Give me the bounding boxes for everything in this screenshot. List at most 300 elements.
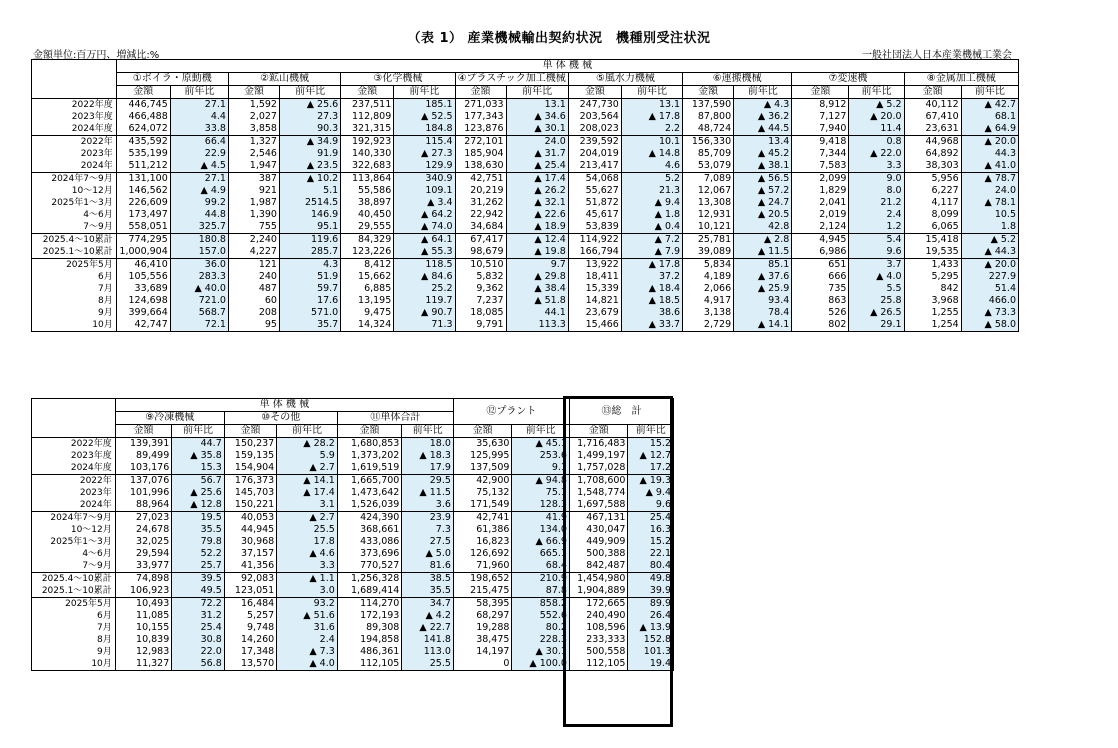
ratio-cell: ▲ 78.7 [961, 173, 1018, 186]
amount-cell: 1,697,588 [569, 499, 628, 512]
amount-cell: 89,499 [115, 450, 172, 462]
ratio-header: 前年比 [734, 86, 792, 99]
amount-cell: 105,556 [116, 271, 170, 283]
amount-cell: 2,124 [792, 221, 849, 234]
ratio-cell: 18.0 [402, 438, 454, 451]
row-label: 9月 [32, 307, 117, 319]
ratio-cell: 5.2 [621, 173, 682, 186]
category-header: ②鉱山機械 [228, 73, 340, 86]
amount-cell: 3,138 [683, 307, 734, 319]
amount-header: 金額 [455, 86, 506, 99]
table-row [32, 536, 674, 548]
amount-cell: 9,791 [455, 319, 506, 332]
amount-cell: 42,747 [116, 319, 170, 332]
unit-note: 金額単位:百万円、増減比:% [33, 50, 160, 61]
ratio-cell: 31.6 [277, 622, 338, 634]
amount-cell: 42,751 [455, 173, 506, 186]
amount-cell: 240,490 [569, 610, 628, 622]
row-label: 2025年5月 [32, 259, 117, 272]
ratio-cell: 68.1 [961, 111, 1018, 123]
ratio-cell: 41.9 [512, 512, 570, 525]
amount-cell: 192,923 [341, 136, 394, 149]
amount-cell: 770,527 [337, 560, 402, 573]
ratio-cell: 79.8 [172, 536, 224, 548]
amount-cell: 140,330 [341, 148, 394, 160]
ratio-cell: 75.1 [512, 487, 570, 499]
amount-header: 金額 [683, 86, 734, 99]
amount-cell: 215,475 [453, 585, 512, 598]
amount-cell: 1,987 [228, 197, 279, 209]
ratio-header: 前年比 [277, 425, 338, 438]
category-header: ④プラスチック加工機械 [455, 73, 568, 86]
amount-cell: 387 [228, 173, 279, 186]
amount-cell: 2,041 [792, 197, 849, 209]
row-label: 2024年 [32, 499, 116, 512]
ratio-cell: 42.8 [734, 221, 792, 234]
ratio-cell: 49.8 [628, 573, 674, 586]
row-label: 2024年7～9月 [32, 173, 117, 186]
ratio-cell: ▲ 27.3 [394, 148, 455, 160]
table-row [32, 585, 674, 598]
table-row [32, 462, 674, 475]
ratio-cell: 3.3 [277, 560, 338, 573]
ratio-cell: 113.0 [402, 646, 454, 658]
amount-cell: 150,221 [224, 499, 276, 512]
ratio-cell: 72.1 [170, 319, 228, 332]
amount-cell: 208,023 [568, 123, 621, 136]
ratio-cell: 68.4 [512, 560, 570, 573]
amount-cell: 123,876 [455, 123, 506, 136]
ratio-cell: 9.0 [849, 173, 904, 186]
ratio-cell: ▲ 5.0 [402, 548, 454, 560]
amount-cell: 5,295 [904, 271, 961, 283]
amount-cell: 624,072 [116, 123, 170, 136]
ratio-cell: ▲ 56.5 [734, 173, 792, 186]
row-label: 4～6月 [32, 548, 116, 560]
category-header: ⑪単体合計 [337, 412, 453, 425]
ratio-cell: ▲ 25.9 [734, 283, 792, 295]
amount-cell: 33,977 [115, 560, 172, 573]
ratio-cell: ▲ 41.0 [961, 160, 1018, 173]
amount-cell: 368,661 [337, 524, 402, 536]
ratio-cell: ▲ 40.0 [170, 283, 228, 295]
amount-cell: 1,000,904 [116, 246, 170, 259]
ratio-cell: 27.5 [402, 536, 454, 548]
ratio-cell: 95.1 [279, 221, 340, 234]
amount-cell: 14,821 [568, 295, 621, 307]
ratio-cell: 25.5 [277, 524, 338, 536]
amount-cell: 176,373 [224, 475, 276, 488]
table-row [32, 548, 674, 560]
amount-cell: 433,086 [337, 536, 402, 548]
ratio-cell: 78.4 [734, 307, 792, 319]
amount-cell: 123,226 [341, 246, 394, 259]
amount-cell: 198,652 [453, 573, 512, 586]
amount-cell: 1,548,774 [569, 487, 628, 499]
ratio-cell: ▲ 14.1 [277, 475, 338, 488]
amount-cell: 1,904,889 [569, 585, 628, 598]
amount-cell: 449,909 [569, 536, 628, 548]
amount-header: 金額 [115, 425, 172, 438]
ratio-cell: 91.9 [279, 148, 340, 160]
ratio-cell: ▲ 64.2 [394, 209, 455, 221]
ratio-cell: ▲ 2.8 [734, 234, 792, 247]
row-label: 2023年度 [32, 111, 117, 123]
row-label: 2023年度 [32, 450, 116, 462]
table-row [32, 234, 1019, 247]
amount-cell: 6,065 [904, 221, 961, 234]
row-label: 2024年 [32, 160, 117, 173]
amount-cell: 233,333 [569, 634, 628, 646]
amount-cell: 172,193 [337, 610, 402, 622]
ratio-cell: ▲ 17.4 [506, 173, 568, 186]
amount-cell: 126,692 [453, 548, 512, 560]
ratio-cell: 4.3 [279, 259, 340, 272]
table-row [32, 221, 1019, 234]
amount-cell: 247,730 [568, 99, 621, 112]
ratio-cell: ▲ 94.8 [512, 475, 570, 488]
ratio-cell: ▲ 9.4 [621, 197, 682, 209]
ratio-cell: 25.5 [402, 658, 454, 671]
amount-cell: 1,665,700 [337, 475, 402, 488]
amount-cell: 35,630 [453, 438, 512, 451]
amount-cell: 113,864 [341, 173, 394, 186]
amount-cell: 29,594 [115, 548, 172, 560]
ratio-cell: 16.3 [628, 524, 674, 536]
ratio-cell: 13.4 [734, 136, 792, 149]
amount-cell: 124,698 [116, 295, 170, 307]
table-row [32, 438, 674, 451]
amount-cell: 802 [792, 319, 849, 332]
row-label: 6月 [32, 610, 116, 622]
amount-cell: 535,199 [116, 148, 170, 160]
ratio-cell: ▲ 26.5 [849, 307, 904, 319]
row-label-header [32, 412, 116, 425]
ratio-cell: 29.5 [402, 475, 454, 488]
amount-cell: 53,839 [568, 221, 621, 234]
ratio-cell: 119.7 [394, 295, 455, 307]
ratio-cell: ▲ 30.1 [506, 123, 568, 136]
row-label-header [32, 399, 116, 412]
ratio-cell: 571.0 [279, 307, 340, 319]
ratio-cell: 26.4 [628, 610, 674, 622]
amount-cell: 38,897 [341, 197, 394, 209]
amount-cell: 1,757,028 [569, 462, 628, 475]
amount-header: 金額 [453, 425, 512, 438]
amount-cell: 114,922 [568, 234, 621, 247]
amount-cell: 38,475 [453, 634, 512, 646]
amount-cell: 203,564 [568, 111, 621, 123]
amount-cell: 112,105 [569, 658, 628, 671]
table-row [32, 512, 674, 525]
ratio-cell: ▲ 52.5 [394, 111, 455, 123]
ratio-cell: 7.3 [402, 524, 454, 536]
amount-cell: 20,219 [455, 185, 506, 197]
amount-cell: 3,858 [228, 123, 279, 136]
ratio-cell: ▲ 9.4 [628, 487, 674, 499]
ratio-cell: ▲ 4.0 [849, 271, 904, 283]
ratio-cell: ▲ 4.2 [402, 610, 454, 622]
amount-cell: 139,391 [115, 438, 172, 451]
ratio-cell: 34.7 [402, 598, 454, 611]
ratio-cell: 325.7 [170, 221, 228, 234]
row-label-header [32, 425, 116, 438]
amount-cell: 40,053 [224, 512, 276, 525]
table-row [32, 646, 674, 658]
ratio-cell: ▲ 90.7 [394, 307, 455, 319]
ratio-cell: 119.6 [279, 234, 340, 247]
ratio-cell: 5.4 [849, 234, 904, 247]
amount-cell: 486,361 [337, 646, 402, 658]
table-row [32, 598, 674, 611]
amount-cell: 399,664 [116, 307, 170, 319]
amount-cell: 177,343 [455, 111, 506, 123]
amount-cell: 67,410 [904, 111, 961, 123]
amount-cell: 9,362 [455, 283, 506, 295]
ratio-cell: 3.1 [277, 499, 338, 512]
amount-cell: 14,324 [341, 319, 394, 332]
amount-cell: 112,809 [341, 111, 394, 123]
ratio-cell: ▲ 25.4 [506, 160, 568, 173]
ratio-cell: ▲ 19.3 [628, 475, 674, 488]
amount-cell: 271,033 [455, 99, 506, 112]
amount-cell: 37,157 [224, 548, 276, 560]
ratio-cell: 39.5 [172, 573, 224, 586]
ratio-cell: 141.8 [402, 634, 454, 646]
row-label: 2025年5月 [32, 598, 116, 611]
amount-cell: 1,829 [792, 185, 849, 197]
amount-cell: 61,386 [453, 524, 512, 536]
ratio-cell: 858.2 [512, 598, 570, 611]
ratio-cell: 8.0 [849, 185, 904, 197]
amount-cell: 55,627 [568, 185, 621, 197]
ratio-cell: ▲ 18.9 [506, 221, 568, 234]
ratio-cell: ▲ 100.0 [512, 658, 570, 671]
amount-cell: 1,473,642 [337, 487, 402, 499]
table-row [32, 123, 1019, 136]
ratio-cell: 113.3 [506, 319, 568, 332]
amount-cell: 921 [228, 185, 279, 197]
table-row [32, 622, 674, 634]
ratio-cell: 17.8 [277, 536, 338, 548]
amount-cell: 863 [792, 295, 849, 307]
ratio-cell: ▲ 45.1 [512, 438, 570, 451]
amount-cell: 735 [792, 283, 849, 295]
amount-cell: 53,079 [683, 160, 734, 173]
amount-cell: 272,101 [455, 136, 506, 149]
ratio-cell: ▲ 3.4 [394, 197, 455, 209]
amount-cell: 842,487 [569, 560, 628, 573]
ratio-cell: 15.2 [628, 536, 674, 548]
ratio-header: 前年比 [506, 86, 568, 99]
ratio-cell: 5.1 [279, 185, 340, 197]
amount-cell: 13,195 [341, 295, 394, 307]
amount-cell: 85,709 [683, 148, 734, 160]
ratio-cell: 15.3 [172, 462, 224, 475]
amount-cell: 171,549 [453, 499, 512, 512]
ratio-cell: 27.1 [170, 173, 228, 186]
amount-cell: 1,680,853 [337, 438, 402, 451]
ratio-cell: 90.3 [279, 123, 340, 136]
amount-cell: 1,373,202 [337, 450, 402, 462]
ratio-cell: ▲ 10.2 [279, 173, 340, 186]
amount-cell: 185,904 [455, 148, 506, 160]
amount-cell: 41,356 [224, 560, 276, 573]
row-label: 2022年度 [32, 99, 117, 112]
ratio-cell: ▲ 18.4 [621, 283, 682, 295]
amount-header: 金額 [569, 425, 628, 438]
ratio-cell: 66.4 [170, 136, 228, 149]
ratio-cell: ▲ 34.6 [506, 111, 568, 123]
row-label: 7月 [32, 283, 117, 295]
amount-cell: 1,327 [228, 136, 279, 149]
ratio-cell: 37.2 [621, 271, 682, 283]
table-row [32, 450, 674, 462]
amount-cell: 159,135 [224, 450, 276, 462]
row-label: 2022年 [32, 475, 116, 488]
ratio-cell: 2.4 [277, 634, 338, 646]
amount-cell: 4,117 [904, 197, 961, 209]
ratio-cell: 52.2 [172, 548, 224, 560]
row-label: 2023年 [32, 487, 116, 499]
ratio-cell: 87.8 [512, 585, 570, 598]
ratio-cell: 21.3 [621, 185, 682, 197]
common-header: 単 体 機 械 [115, 399, 453, 412]
machine-orders-table-2 [31, 398, 674, 671]
amount-cell: 1,619,519 [337, 462, 402, 475]
table-row [32, 173, 1019, 186]
ratio-cell: 22.1 [628, 548, 674, 560]
ratio-cell: ▲ 57.2 [734, 185, 792, 197]
row-label: 6月 [32, 271, 117, 283]
row-label: 2024年度 [32, 123, 117, 136]
amount-cell: 7,127 [792, 111, 849, 123]
row-label-header [32, 60, 117, 73]
ratio-cell: 2.4 [849, 209, 904, 221]
ratio-cell: ▲ 0.4 [621, 221, 682, 234]
table-row [32, 283, 1019, 295]
ratio-cell: ▲ 12.4 [506, 234, 568, 247]
amount-cell: 58,395 [453, 598, 512, 611]
amount-cell: 14,260 [224, 634, 276, 646]
ratio-header: 前年比 [394, 86, 455, 99]
ratio-cell: ▲ 44.3 [961, 246, 1018, 259]
ratio-cell: 146.9 [279, 209, 340, 221]
amount-cell: 98,679 [455, 246, 506, 259]
ratio-cell: ▲ 42.7 [961, 99, 1018, 112]
ratio-cell: 49.5 [172, 585, 224, 598]
amount-cell: 19,535 [904, 246, 961, 259]
ratio-cell: ▲ 20.0 [961, 136, 1018, 149]
ratio-cell: 38.6 [621, 307, 682, 319]
amount-cell: 651 [792, 259, 849, 272]
table-row [32, 209, 1019, 221]
ratio-cell: ▲ 17.8 [621, 259, 682, 272]
amount-cell: 2,019 [792, 209, 849, 221]
ratio-cell: 44.3 [961, 148, 1018, 160]
amount-header: 金額 [792, 86, 849, 99]
amount-cell: 7,344 [792, 148, 849, 160]
category-header: ⑬総 計 [569, 399, 673, 425]
amount-cell: 24,678 [115, 524, 172, 536]
ratio-cell: ▲ 78.1 [961, 197, 1018, 209]
category-header: ⑤風水力機械 [568, 73, 682, 86]
ratio-cell: ▲ 38.1 [734, 160, 792, 173]
ratio-cell: ▲ 12.8 [172, 499, 224, 512]
amount-cell: 9,418 [792, 136, 849, 149]
ratio-cell: 9.6 [628, 499, 674, 512]
ratio-cell: 9.6 [849, 246, 904, 259]
amount-cell: 106,923 [115, 585, 172, 598]
ratio-cell: 3.3 [849, 160, 904, 173]
amount-cell: 6,986 [792, 246, 849, 259]
ratio-cell: ▲ 51.6 [277, 610, 338, 622]
ratio-cell: 35.5 [172, 524, 224, 536]
amount-cell: 131,100 [116, 173, 170, 186]
amount-cell: 146,562 [116, 185, 170, 197]
amount-cell: 321,315 [341, 123, 394, 136]
amount-cell: 322,683 [341, 160, 394, 173]
ratio-cell: ▲ 1.8 [621, 209, 682, 221]
amount-cell: 7,237 [455, 295, 506, 307]
amount-cell: 666 [792, 271, 849, 283]
ratio-cell: ▲ 45.2 [734, 148, 792, 160]
ratio-cell: 80.2 [512, 622, 570, 634]
amount-cell: 5,834 [683, 259, 734, 272]
ratio-cell: 13.1 [621, 99, 682, 112]
amount-cell: 194,858 [337, 634, 402, 646]
amount-cell: 103,176 [115, 462, 172, 475]
page-title: （表 1） 産業機械輸出契約状況 機種別受注状況 [407, 31, 711, 46]
amount-cell: 237,511 [341, 99, 394, 112]
ratio-cell: 25.7 [172, 560, 224, 573]
table-row [32, 185, 1019, 197]
ratio-header: 前年比 [849, 86, 904, 99]
ratio-cell: 24.0 [961, 185, 1018, 197]
category-header: ⑩その他 [224, 412, 337, 425]
amount-cell: 25,781 [683, 234, 734, 247]
ratio-cell: ▲ 22.0 [849, 148, 904, 160]
row-label: 2025年1～3月 [32, 536, 116, 548]
amount-cell: 18,085 [455, 307, 506, 319]
ratio-cell: 340.9 [394, 173, 455, 186]
amount-cell: 15,662 [341, 271, 394, 283]
ratio-cell: 99.2 [170, 197, 228, 209]
ratio-cell: ▲ 18.3 [402, 450, 454, 462]
table-row [32, 246, 1019, 259]
row-label: 8月 [32, 634, 116, 646]
ratio-cell: ▲ 64.9 [961, 123, 1018, 136]
amount-cell: 19,288 [453, 622, 512, 634]
ratio-cell: 10.1 [621, 136, 682, 149]
ratio-cell: 9.1 [512, 462, 570, 475]
ratio-cell: 51.9 [279, 271, 340, 283]
amount-cell: 29,555 [341, 221, 394, 234]
amount-cell: 11,085 [115, 610, 172, 622]
ratio-cell: ▲ 5.2 [961, 234, 1018, 247]
amount-cell: 4,189 [683, 271, 734, 283]
ratio-cell: 72.2 [172, 598, 224, 611]
ratio-cell: 3.0 [277, 585, 338, 598]
ratio-cell: 2.2 [621, 123, 682, 136]
ratio-cell: 17.9 [402, 462, 454, 475]
amount-cell: 2,099 [792, 173, 849, 186]
amount-cell: 1,689,414 [337, 585, 402, 598]
table-row [32, 658, 674, 671]
table-row [32, 524, 674, 536]
amount-cell: 44,945 [224, 524, 276, 536]
amount-cell: 42,900 [453, 475, 512, 488]
